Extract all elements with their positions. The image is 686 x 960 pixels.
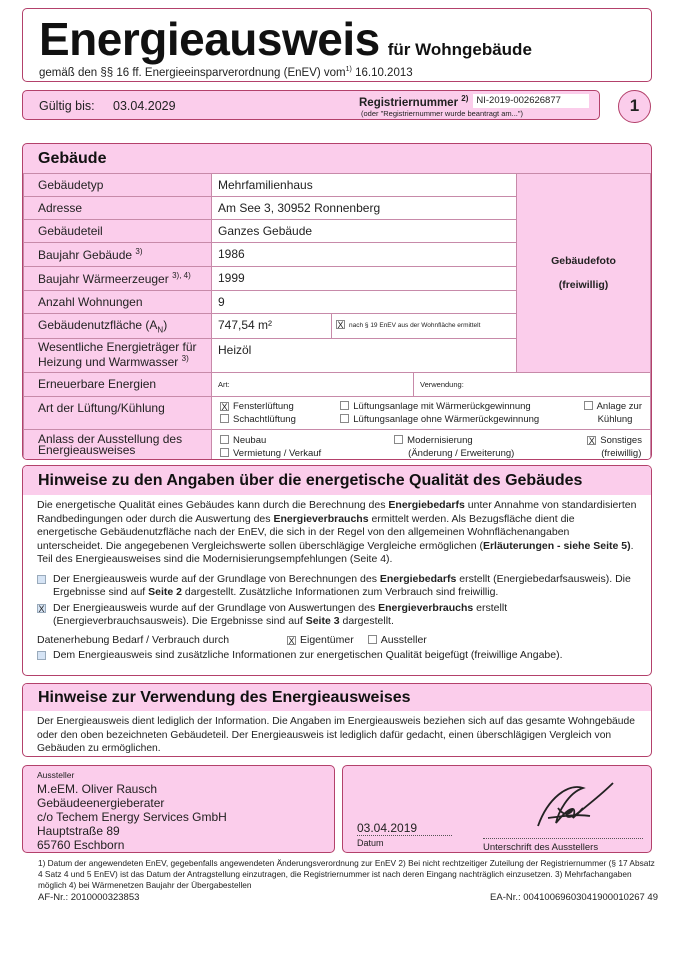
reason-options [212,430,651,460]
issuer-title: Aussteller [37,770,75,780]
checkbox[interactable]: X [288,635,295,646]
text-bold: Seite 2 [148,586,183,598]
option-label: Lüftungsanlage ohne Wärmerückgewinnung [353,414,540,426]
option-label: Fensterlüftung [233,401,294,413]
registration-note: (oder "Registriernummer wurde beantragt am...") [361,109,524,118]
notes-section [22,465,652,676]
issuer-line: 65760 Eschborn [37,838,125,852]
registration-row [359,94,589,109]
ventilation-options [212,397,651,430]
ea-number: EA-Nr.: 00410069603041900010267 49 [490,892,658,903]
photo-label: Gebäudefoto [551,255,616,268]
option-label: Modernisierung [407,435,473,447]
photo-note: (freiwillig) [558,279,609,292]
issuer-line: Hauptstraße 89 [37,824,120,838]
notes-body [23,495,651,667]
checkbox[interactable] [37,651,46,660]
row-label: Gebäudeteil [24,220,212,243]
registration-label-text: Registriernummer [359,96,459,109]
registration-number: NI-2019-002626877 [473,94,589,108]
checkbox[interactable] [220,448,229,457]
header-box [22,8,652,82]
option-window-ventilation[interactable] [220,400,296,413]
text: dargestellt. Zusätzliche Informationen zum Verbrauch sind freiwillig. [182,586,499,598]
registration-label [359,94,468,109]
row-label-wrap [24,243,212,267]
option-other[interactable] [587,434,642,460]
text-bold: Energieverbrauchs [273,512,369,525]
issuer-line: c/o Techem Energy Services GmbH [37,810,227,824]
data-collection-row [37,634,637,648]
checkbox[interactable] [340,401,349,410]
row-value: 1999 [212,267,517,291]
table-row [24,174,651,197]
footnote-ref: 2) [461,94,469,103]
regulation-date: 16.10.2013 [355,66,413,79]
table-row [24,430,651,460]
row-label-wrap [24,314,212,339]
checkbox[interactable] [220,435,229,444]
footnote-ref: 3) [181,354,189,364]
checkbox[interactable]: X [38,603,45,614]
id-row [38,892,658,903]
option-label: Sonstiges [600,435,642,447]
data-collection-label: Datenerhebung Bedarf / Verbrauch durch [37,633,230,646]
option-label: Aussteller [380,633,427,646]
row-label-end: ) [163,318,168,332]
row-label: Anzahl Wohnungen [24,291,212,314]
option-label: Schachtlüftung [233,414,296,426]
option-new-build[interactable] [220,434,321,447]
valid-until-value: 03.04.2029 [113,99,176,113]
row-value: 9 [212,291,517,314]
regulation-line [39,66,413,79]
table-row [24,373,651,397]
row-value: Mehrfamilienhaus [212,174,517,197]
af-number: AF-Nr.: 2010000323853 [38,892,140,903]
regulation-text: gemäß den §§ 16 ff. Energieeinsparverordnung (EnEV) vom [39,66,346,79]
issue-date: 03.04.2019 [357,821,452,836]
option-shaft-ventilation[interactable] [220,413,296,426]
option-rent-sale[interactable] [220,447,321,460]
footnote-ref: 3) [135,247,143,256]
row-label: Art der Lüftung/Kühlung [24,397,212,430]
option-consumption-certificate[interactable] [37,602,637,629]
text: ermittelt werden. Als Bezugsfläche dient die energetische Gebäudenutzfläche nach der EnEV, die sich in der Regel von den allgemeinen Wohnflächenangaben unterscheidet. Die angegebenen Vergleichswerte sollen überschlägige Vergleiche ermöglichen ( [37,512,575,552]
renewable-type: Art: [212,373,414,396]
option-label: Lüftungsanlage mit Wärmerückgewinnung [353,401,531,413]
usage-section [22,683,652,757]
title-row [39,13,532,65]
text: . Teil des Energieausweises sind die Modernisierungsempfehlungen (Seite 4). [37,539,634,565]
option-label-2: Kühlung [597,414,633,426]
notes-paragraph [37,499,637,567]
text-bold: Energieverbrauchs [378,601,474,614]
row-label: Wesentliche Energieträger für Heizung und Warmwasser [38,340,197,370]
checkbox[interactable]: X [221,402,228,413]
signature-image [528,778,618,836]
building-section [22,143,652,460]
option-additional-info[interactable] [37,649,637,663]
page-number: 1 [618,90,651,123]
checkbox[interactable] [584,401,593,410]
option-label: Vermietung / Verkauf [233,448,322,460]
option-modernisation[interactable] [394,434,514,460]
table-row [24,397,651,430]
text: Der Energieausweis wurde auf der Grundlage von Auswertungen des [53,601,379,614]
valid-until-label: Gültig bis: [39,99,95,113]
building-table [23,173,651,460]
row-label: Gebäudetyp [24,174,212,197]
row-value: Am See 3, 30952 Ronnenberg [212,197,517,220]
option-label-2: (freiwillig) [601,448,642,460]
signature-label: Unterschrift des Ausstellers [483,838,643,853]
text: Der Energieausweis wurde auf der Grundlage von Berechnungen des [53,572,380,585]
checkbox[interactable]: X [588,436,595,447]
row-label: Adresse [24,197,212,220]
text: Dem Energieausweis sind zusätzliche Informationen zur energetischen Qualität beigefügt (freiwillige Angabe). [53,649,563,661]
floor-area-checkbox[interactable]: X [337,320,344,330]
row-value: Ganzes Gebäude [212,220,517,243]
row-label: Anlass der Ausstellung des Energieausweises [24,430,212,460]
issuer-line: M.eEM. Oliver Rausch [37,782,158,796]
checkbox[interactable] [37,575,46,584]
renewable-cell [212,373,651,397]
row-value: 747,54 m² [212,314,332,338]
option-label: Eigentümer [300,633,354,646]
option-ventilation-with-recovery[interactable] [340,400,539,413]
usage-text: Der Energieausweis dient lediglich der Information. Die Angaben im Energieausweis beziehen sich auf das gesamte Wohngebäude oder den oben bezeichneten Gebäudeteil. Der Energieausweis ist lediglich dafür gedacht, einen überschlägigen Vergleich von Gebäuden zu ermöglichen. [37,716,635,754]
text: unter Annahme von standardisierten Randbedingungen oder durch die Auswertung des [37,499,637,525]
option-label: Anlage zur [596,401,642,413]
row-label: Erneuerbare Energien [24,373,212,397]
floor-area-note-text: nach § 19 EnEV aus der Wohnfläche ermittelt [349,322,481,329]
text-bold: Erläuterungen - siehe Seite 5) [482,539,631,552]
option-label: Neubau [233,435,267,447]
text: erstellt (Energieverbrauchsausweis). Die Ergebnisse sind auf [53,601,508,627]
option-issuer[interactable] [368,634,427,648]
building-photo-placeholder [517,174,651,373]
section-title: Hinweise zu den Angaben über die energetische Qualität des Gebäudes [23,466,651,495]
row-label: Baujahr Gebäude [38,248,133,262]
checkbox[interactable] [340,414,349,423]
document-subtitle: für Wohngebäude [387,40,532,59]
option-cooling[interactable] [584,400,642,426]
text: erstellt (Energiebedarfsausweis). Die Ergebnisse sind auf [53,572,631,598]
footnotes: 1) Datum der angewendeten EnEV, gegebenfalls angewendeten Änderungsverordnung zur EnEV 2) Bei nicht rechtzeitiger Zuteilung der Registriernummer (§ 17 Absatz 4 Satz 4 und 5 EnEV) ist das Datum der Antragstellung einzutragen, die Registriernummer ist nach deren Eingang nachträglich einzusetzen. 3) Mehrfachangaben möglich 4) bei Wärmenetzen Baujahr der Übergabestellen [38,858,655,890]
option-label-2: (Änderung / Erweiterung) [408,448,515,460]
option-ventilation-without-recovery[interactable] [340,413,539,426]
footer [38,858,658,903]
document-title: Energieausweis [39,13,380,65]
subscript: N [157,325,164,335]
floor-area-cell [212,314,517,339]
issuer-line: Gebäudeenergieberater [37,796,165,810]
text: dargestellt. [339,615,394,627]
checkbox[interactable] [394,435,403,444]
validity-box [22,90,600,120]
text: Die energetische Qualität eines Gebäudes kann durch die Berechnung des [37,499,389,511]
row-label: Baujahr Wärmeerzeuger [38,272,169,286]
issuer-box [22,765,335,853]
signature-box [342,765,652,853]
row-value: Heizöl [212,339,517,373]
section-title: Hinweise zur Verwendung des Energieausweises [23,684,651,711]
text-bold: Seite 3 [305,615,340,627]
row-label-wrap [24,339,212,373]
floor-area-note [332,314,484,338]
checkbox[interactable] [220,414,229,423]
checkbox[interactable] [368,635,377,644]
footnote-ref: 3), 4) [172,271,191,280]
footnote-ref: 1) [345,66,352,73]
text-bold: Energiebedarfs [388,499,465,511]
row-value: 1986 [212,243,517,267]
row-label: Gebäudenutzfläche (A [38,318,158,332]
option-owner[interactable] [287,634,354,648]
section-title: Gebäude [38,150,107,167]
text-bold: Energiebedarfs [379,572,457,585]
date-label: Datum [357,838,384,848]
option-demand-certificate[interactable] [37,573,637,600]
renewable-use: Verwendung: [420,380,464,390]
row-label-wrap [24,267,212,291]
